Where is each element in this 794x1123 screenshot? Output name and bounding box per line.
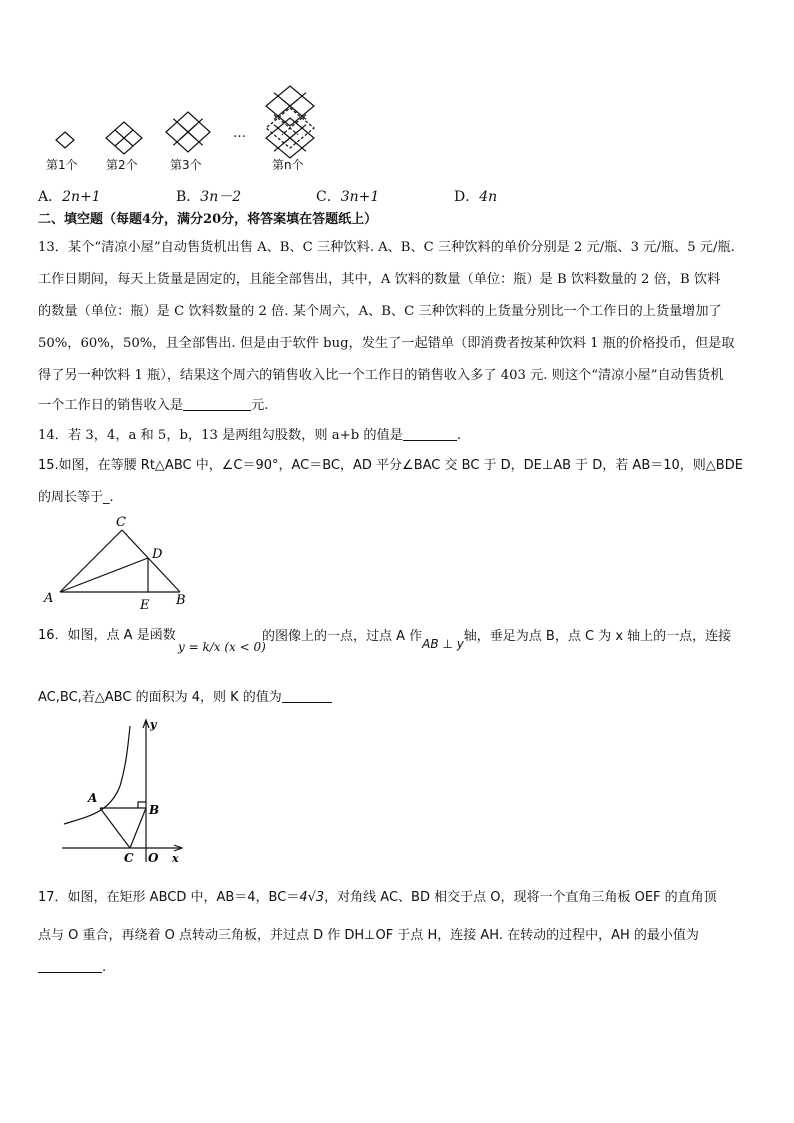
q16-formula: y = k/x (x < 0) <box>178 640 266 654</box>
hyperbola-curve <box>64 726 130 824</box>
q16-line-2 <box>38 688 332 708</box>
q13-suffix: 元. <box>251 398 269 413</box>
side-cb <box>122 530 180 592</box>
q16-graph-figure <box>60 716 190 866</box>
label-c: C <box>124 851 134 865</box>
label-c: C <box>116 515 126 530</box>
q14-line <box>38 426 461 446</box>
section-title: 二、填空题（每题4分，满分20分，将答案填在答题纸上） <box>38 212 378 227</box>
label-a: A <box>88 791 98 805</box>
q17-line-1 <box>38 888 717 908</box>
label-y: y <box>150 718 157 731</box>
segment-ac <box>100 808 130 848</box>
q16-suffix: 轴，垂足为点 B，点 C 为 x 轴上的一点，连接 <box>463 629 732 644</box>
q17-line-1a: 17．如图，在矩形 ABCD 中，AB＝4，BC＝ <box>38 890 300 905</box>
q13-answer-blank[interactable] <box>183 396 251 411</box>
option-d-text: 4n <box>479 189 498 205</box>
label-b: B <box>176 593 186 608</box>
label-b: B <box>149 803 160 817</box>
q14-prefix: 14．若 3，4，a 和 5，b，13 是两组勾股数，则 a+b 的值是 <box>38 428 403 443</box>
option-a[interactable] <box>38 186 101 206</box>
q16-answer-blank[interactable] <box>282 688 332 703</box>
rhombus-grid-2 <box>106 122 142 154</box>
label-o: O <box>148 851 159 865</box>
q15-line-2: 的周长等于_. <box>38 490 114 505</box>
rhombus-grid-3 <box>166 112 210 152</box>
option-b-text: 3n－2 <box>200 189 242 205</box>
q13-line-5: 得了另一种饮料 1 瓶），结果这个周六的销售收入比一个工作日的销售收入多了 403 元. 则这个“清凉小屋”自动售货机 <box>38 368 724 383</box>
segment-bc <box>130 808 146 848</box>
q17-line-3 <box>38 958 106 978</box>
option-a-letter: A． <box>38 189 63 205</box>
q14-suffix: . <box>456 428 462 443</box>
q13-line-1: 13．某个“清凉小屋”自动售货机出售 A、B、C 三种饮料. A、B、C 三种饮料的单价分别是 2 元/瓶、3 元/瓶、5 元/瓶. <box>38 240 735 255</box>
option-c[interactable] <box>316 186 379 206</box>
rhombus-grid-n <box>266 86 314 158</box>
option-d[interactable] <box>454 186 497 206</box>
q16-prefix: 16．如图，点 A 是函数 <box>38 628 176 643</box>
q17-line-2: 点与 O 重合，再绕着 O 点转动三角板，并过点 D 作 DH⊥OF 于点 H，连接 AH. 在转动的过程中，AH 的最小值为 <box>38 928 699 943</box>
caption-1: 第1个 <box>46 158 78 172</box>
option-c-letter: C． <box>316 189 341 205</box>
q17-suffix: . <box>102 960 107 975</box>
q16-line-1 <box>38 626 176 646</box>
label-d: D <box>152 547 163 562</box>
q15-triangle-figure <box>38 512 198 612</box>
q16-perp: AB ⊥ y <box>422 637 464 651</box>
option-a-text: 2n+1 <box>62 189 101 205</box>
label-x: x <box>172 852 179 865</box>
q13-prefix: 一个工作日的销售收入是 <box>38 398 184 413</box>
segment-ad <box>60 558 148 592</box>
label-e: E <box>140 598 150 612</box>
pattern-ellipsis: … <box>233 126 246 141</box>
option-b-letter: B． <box>176 189 201 205</box>
q17-line-1c: ，对角线 AC、BD 相交于点 O，现将一个直角三角板 OEF 的直角顶 <box>324 890 717 905</box>
side-ac <box>60 530 122 592</box>
q17-answer-blank[interactable] <box>38 958 102 973</box>
option-b[interactable] <box>176 186 241 206</box>
rhombus-1 <box>56 132 74 148</box>
q13-line-3: 的数量（单位：瓶）是 C 饮料数量的 2 倍. 某个周六，A、B、C 三种饮料的上货量分别比一个工作日的上货量增加了 <box>38 304 722 319</box>
caption-2: 第2个 <box>106 158 138 172</box>
option-d-letter: D． <box>454 189 480 205</box>
label-a: A <box>44 591 54 606</box>
q13-line-2: 工作日期间，每天上货量是固定的，且能全部售出，其中，A 饮料的数量（单位：瓶）是 B 饮料数量的 2 倍，B 饮料 <box>38 272 721 287</box>
q17-sqrt: 4√3 <box>299 890 325 905</box>
q16-line-1b <box>262 626 732 651</box>
q16-middle: 的图像上的一点，过点 A 作 <box>262 629 423 644</box>
q13-line-4: 50%，60%，50%，且全部售出. 但是由于软件 bug，发生了一起错单（即消费者按某种饮料 1 瓶的价格投币，但是取 <box>38 336 735 351</box>
q15-line-1: 15.如图，在等腰 Rt△ABC 中，∠C＝90°，AC＝BC，AD 平分∠BAC 交 BC 于 D，DE⊥AB 于 D，若 AB＝10，则△BDE <box>38 458 743 473</box>
caption-n: 第n个 <box>272 158 304 172</box>
q16-line-2-text: AC,BC,若△ABC 的面积为 4，则 K 的值为 <box>38 690 282 705</box>
option-c-text: 3n+1 <box>340 189 380 205</box>
q13-line-6 <box>38 396 268 416</box>
caption-3: 第3个 <box>170 158 202 172</box>
q14-answer-blank[interactable] <box>403 426 457 441</box>
right-angle-mark <box>138 802 146 808</box>
